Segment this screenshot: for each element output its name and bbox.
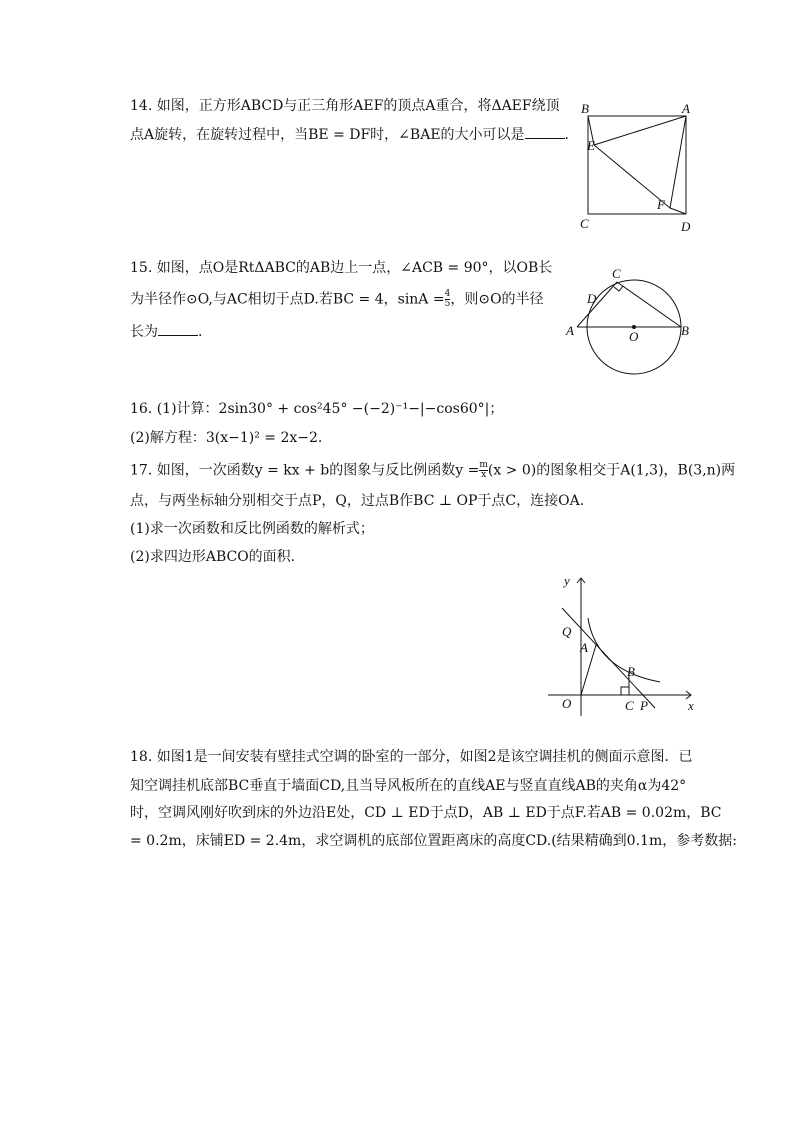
q16-line-2: (2)解方程：3(x−1)² = 2x−2. bbox=[130, 430, 323, 446]
label-d: D bbox=[681, 219, 691, 234]
label-a: A bbox=[580, 640, 588, 655]
q15-circle-figure bbox=[562, 265, 697, 375]
q14-line-2-text: 点A旋转，在旋转过程中，当BE = DF时，∠BAE的大小可以是 bbox=[130, 127, 525, 143]
q17-line-1 bbox=[130, 461, 735, 480]
label-o: O bbox=[562, 696, 572, 711]
label-b: B bbox=[581, 101, 589, 116]
label-b: B bbox=[681, 323, 689, 338]
q14-line-1: 14. 如图，正方形ABCD与正三角形AEF的顶点A重合，将ΔAEF绕顶 bbox=[130, 98, 560, 114]
q15-line-2 bbox=[130, 290, 544, 309]
label-y: y bbox=[564, 573, 570, 588]
right-angle-mark bbox=[621, 687, 629, 695]
sin-denominator: 5 bbox=[444, 299, 451, 309]
q15-line-3-text: 长为 bbox=[130, 324, 158, 340]
q14-line-2 bbox=[130, 125, 569, 144]
label-x: x bbox=[688, 698, 694, 713]
label-o: O bbox=[629, 329, 639, 344]
q15-line-2-text: 为半径作⊙O,与AC相切于点D.若BC = 4，sinA = bbox=[130, 291, 445, 308]
triangle-aef bbox=[594, 116, 686, 208]
label-a: A bbox=[682, 101, 690, 116]
q15-line-3-end: . bbox=[198, 324, 203, 340]
q15-answer-blank bbox=[158, 322, 198, 336]
q17-line-1-text: 17. 如图，一次函数y = kx + b的图象与反比例函数y = bbox=[130, 462, 480, 479]
label-b: B bbox=[627, 664, 635, 679]
label-a: A bbox=[566, 323, 574, 338]
q15-line-2-end: ，则⊙O的半径 bbox=[450, 291, 544, 308]
q18-line-2: 知空调挂机底部BC垂直于墙面CD,且当导风板所在的直线AE与竖直直线AB的夹角α为42° bbox=[130, 778, 687, 794]
label-f: F bbox=[657, 197, 665, 212]
func-numerator: m bbox=[479, 460, 488, 470]
segment-cb bbox=[617, 282, 681, 327]
q15-line-1: 15. 如图，点O是RtΔABC的AB边上一点，∠ACB = 90°，以OB长 bbox=[130, 260, 553, 276]
label-c: C bbox=[580, 216, 589, 231]
q17-line-1-end: (x > 0)的图象相交于A(1,3)，B(3,n)两 bbox=[487, 462, 736, 479]
label-d: D bbox=[587, 291, 597, 306]
segment-ac bbox=[577, 282, 617, 327]
label-e: E bbox=[587, 138, 595, 153]
q17-line-4: (2)求四边形ABCO的面积． bbox=[130, 549, 305, 565]
label-q: Q bbox=[562, 624, 572, 639]
q17-line-2: 点，与两坐标轴分别相交于点P，Q，过点B作BC ⊥ OP于点C，连接OA. bbox=[130, 493, 585, 509]
sin-numerator: 4 bbox=[444, 289, 451, 299]
q18-line-3: 时，空调风刚好吹到床的外边沿E处，CD ⊥ ED于点D，AB ⊥ ED于点F.若AB = 0.02m，BC bbox=[130, 805, 722, 821]
segment-fd bbox=[670, 208, 686, 214]
q14-square-figure bbox=[578, 100, 698, 235]
label-c: C bbox=[625, 698, 634, 713]
function-fraction bbox=[479, 461, 488, 480]
q15-line-3 bbox=[130, 322, 202, 341]
right-angle-mark bbox=[614, 286, 623, 291]
q17-graph-figure bbox=[548, 570, 703, 720]
label-c: C bbox=[612, 266, 621, 281]
q14-answer-blank bbox=[525, 125, 565, 139]
hyperbola bbox=[588, 618, 660, 682]
q17-line-3: (1)求一次函数和反比例函数的解析式； bbox=[130, 521, 374, 537]
func-denominator: x bbox=[481, 470, 487, 480]
label-p: P bbox=[640, 698, 648, 713]
q18-line-1: 18. 如图1是一间安装有壁挂式空调的卧室的一部分，如图2是该空调挂机的侧面示意图．已 bbox=[130, 749, 693, 765]
q18-line-4: = 0.2m，床铺ED = 2.4m，求空调机的底部位置距离床的高度CD.(结果精确到0.1m，参考数据: bbox=[130, 833, 737, 849]
q14-line-2-end: . bbox=[564, 127, 569, 143]
q16-line-1: 16. (1)计算：2sin30° + cos²45° −(−2)⁻¹−|−cos60°|； bbox=[130, 401, 504, 417]
